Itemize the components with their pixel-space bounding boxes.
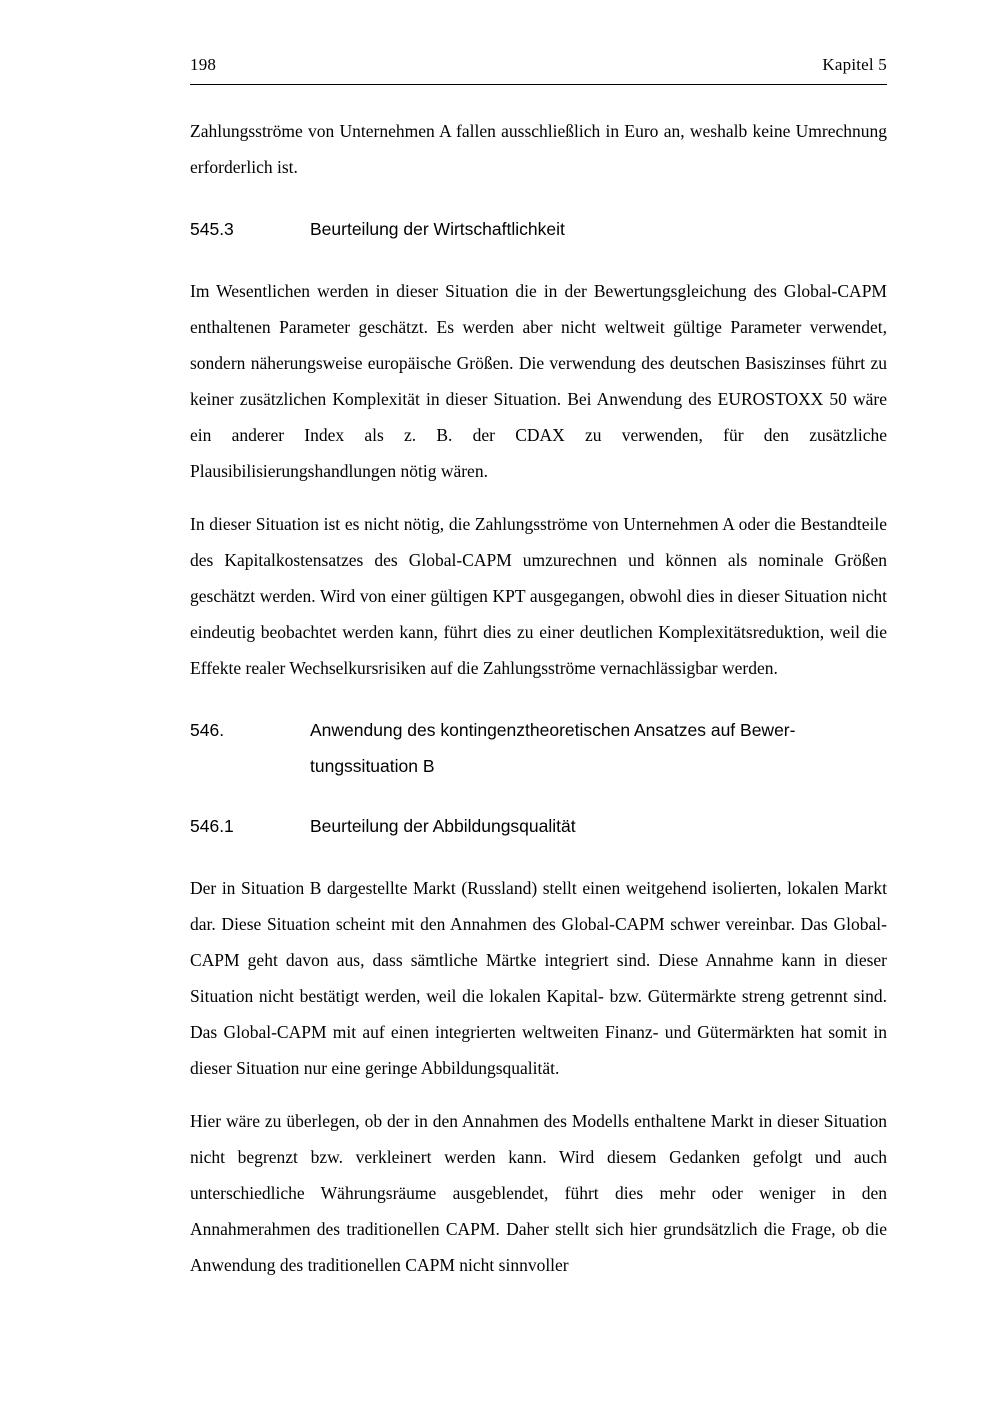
section-heading	[190, 211, 887, 247]
heading-title-line: Anwendung des kontingenztheoretischen Ansatzes auf Bewer-	[310, 720, 796, 740]
section-heading	[190, 712, 887, 784]
paragraph: Im Wesentlichen werden in dieser Situation die in der Bewertungsgleichung des Global-CAPM enthaltenen Parameter geschätzt. Es werden aber nicht weltweit gültige Parameter verwendet, sondern näherungsweise europäische Größen. Die verwendung des deutschen Basiszinses führt zu keiner zusätzlichen Komplexität in dieser Situation. Bei Anwendung des EUROSTOXX 50 wäre ein anderer Index als z. B. der CDAX zu verwenden, für den zusätzliche Plausibilisierungshandlungen nötig wären.	[190, 281, 887, 481]
paragraph: Zahlungsströme von Unternehmen A fallen ausschließlich in Euro an, weshalb keine Umrechnung erforderlich ist.	[190, 121, 887, 177]
paragraph: In dieser Situation ist es nicht nötig, die Zahlungsströme von Unternehmen A oder die Bestandteile des Kapitalkostensatzes des Global-CAPM umzurechnen und können als nominale Größen geschätzt werden. Wird von einer gültigen KPT ausgegangen, obwohl dies in dieser Situation nicht eindeutig beobachtet werden kann, führt dies zu einer deutlichen Komplexitätsreduktion, weil die Effekte realer Wechselkursrisiken auf die Zahlungsströme vernachlässigbar werden.	[190, 514, 887, 678]
paragraph: Hier wäre zu überlegen, ob der in den Annahmen des Modells enthaltene Markt in dieser Situation nicht begrenzt bzw. verkleinert werden kann. Wird diesem Gedanken gefolgt und auch unterschiedliche Währungsräume ausgeblendet, führt dies mehr oder weniger in den Annahmerahmen des traditionellen CAPM. Daher stellt sich hier grundsätzlich die Frage, ob die Anwendung des traditionellen CAPM nicht sinnvoller	[190, 1111, 887, 1275]
heading-number: 545.3	[190, 219, 234, 239]
heading-title	[310, 712, 887, 784]
chapter-label: Kapitel 5	[822, 55, 887, 74]
heading-title: Beurteilung der Wirtschaftlichkeit	[310, 219, 565, 239]
heading-number: 546.1	[190, 816, 234, 836]
page-number: 198	[190, 55, 217, 74]
page-header	[190, 55, 887, 85]
heading-number: 546.	[190, 720, 225, 740]
paragraph: Der in Situation B dargestellte Markt (Russland) stellt einen weitgehend isolierten, lokalen Markt dar. Diese Situation scheint mit den Annahmen des Global-CAPM schwer vereinbar. Das Global-CAPM geht davon aus, dass sämtliche Märtke integriert sind. Diese Annahme kann in dieser Situation nicht bestätigt werden, weil die lokalen Kapital- bzw. Gütermärkte streng getrennt sind. Das Global-CAPM mit auf einen integrierten weltweiten Finanz- und Gütermärkten hat somit in dieser Situation nur eine geringe Abbildungsqualität.	[190, 878, 887, 1078]
page-content	[190, 55, 887, 1300]
heading-title-line: tungssituation B	[310, 756, 435, 776]
heading-title: Beurteilung der Abbildungsqualität	[310, 816, 576, 836]
section-heading	[190, 808, 887, 844]
